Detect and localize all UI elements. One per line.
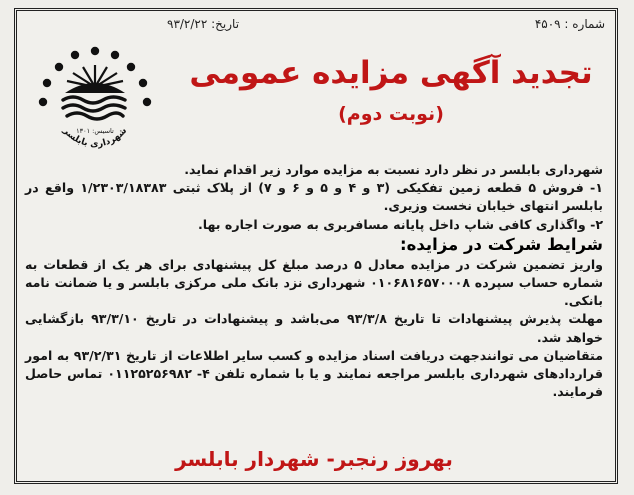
condition-deposit: واریز تضمین شرکت در مزایده معادل ۵ درصد مبلغ کل پیشنهادی برای هر یک از قطعات به شماره حساب سپرده ۰۱۰۶۸۱۶۵۷۰۰۰۸ شهرداری نزد بانک ملی مرکزی بابلسر و یا ضمانت نامه بانکی. [25, 256, 603, 309]
notice-title: تجدید آگهی مزایده عمومی [189, 55, 593, 91]
logo-caption: شهرداری بابلسر [60, 126, 130, 150]
condition-deadline: مهلت پذیرش پیشنهادات تا تاریخ ۹۳/۳/۸ می‌باشد و پیشنهادات در تاریخ ۹۳/۳/۱۰ بازگشایی خواهد شد. [25, 311, 603, 345]
logo-founded: تاسیس: ۱۳۰۱ [76, 127, 114, 135]
municipality-emblem-icon [35, 45, 155, 165]
conditions-heading: شرایط شرکت در مزایده: [400, 234, 603, 254]
notice-date: تاریخ: ۹۳/۲/۲۲ [167, 17, 240, 31]
notice-number: شماره : ۴۵۰۹ [534, 17, 605, 31]
notice-frame [14, 8, 618, 484]
auction-item-1: ۱- فروش ۵ قطعه زمین تفکیکی (۳ و ۴ و ۵ و ۶ و ۷) از پلاک ثبتی ۱/۲۳۰۳/۱۸۳۸۳ واقع در بابلسر انتهای خیابان نخست وزیری. [25, 180, 603, 214]
condition-contact: متقاضیان می توانندجهت دریافت اسناد مزایده و کسب سایر اطلاعات از تاریخ ۹۳/۲/۳۱ به امور قراردادهای شهرداری بابلسر مراجعه نمایند و یا با شماره تلفن ۴- ۰۱۱۲۵۲۵۶۹۸۲ تماس حاصل فرمایند. [25, 347, 603, 400]
notice-subtitle: (نوبت دوم) [338, 103, 444, 125]
intro-paragraph: شهرداری بابلسر در نظر دارد نسبت به مزایده موارد زیر اقدام نماید. [184, 162, 603, 177]
auction-item-2: ۲- واگذاری کافی شاپ داخل پایانه مسافربری به صورت اجاره بها. [197, 216, 603, 232]
notice-body [25, 161, 603, 401]
signature: بهروز رنجبر- شهردار بابلسر [175, 447, 453, 471]
